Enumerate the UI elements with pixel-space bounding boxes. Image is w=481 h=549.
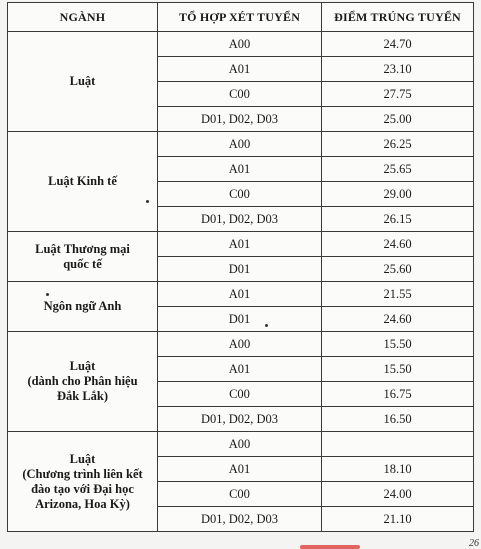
combination-cell: C00 (158, 382, 322, 407)
major-name-line: quốc tế (63, 256, 102, 271)
red-ink-mark (300, 545, 360, 549)
major-name-line: Luật Kinh tế (48, 174, 117, 188)
major-name-line: Ngôn ngữ Anh (43, 299, 122, 313)
pen-mark (265, 324, 268, 327)
score-cell: 24.00 (322, 482, 474, 507)
score-cell: 29.00 (322, 182, 474, 207)
table-row (8, 432, 474, 457)
major-name-line: Luật (69, 451, 96, 466)
combination-cell: D01, D02, D03 (158, 207, 322, 232)
table-row (8, 132, 474, 157)
combination-cell: D01, D02, D03 (158, 107, 322, 132)
header-score: ĐIỂM TRÚNG TUYỂN (322, 3, 474, 32)
major-name-cell (8, 432, 158, 532)
score-cell: 24.60 (322, 307, 474, 332)
combination-cell: A01 (158, 57, 322, 82)
table-row (8, 282, 474, 307)
score-cell: 25.00 (322, 107, 474, 132)
score-cell: 21.10 (322, 507, 474, 532)
header-combination: TỔ HỢP XÉT TUYỂN (158, 3, 322, 32)
score-cell: 16.75 (322, 382, 474, 407)
major-name-line: (Chương trình liên kết (22, 466, 143, 481)
major-name-cell (8, 232, 158, 282)
pen-mark (46, 293, 49, 296)
score-cell: 18.10 (322, 457, 474, 482)
combination-cell: C00 (158, 182, 322, 207)
major-name-line: (dành cho Phân hiệu (27, 374, 138, 388)
score-cell: 16.50 (322, 407, 474, 432)
major-name-line: Đắk Lắk) (56, 389, 109, 403)
combination-cell: A00 (158, 32, 322, 57)
combination-cell: A00 (158, 332, 322, 357)
combination-cell: A01 (158, 457, 322, 482)
admission-scores-table (7, 2, 474, 532)
header-major: NGÀNH (8, 3, 158, 32)
combination-cell: A01 (158, 357, 322, 382)
table-row (8, 232, 474, 257)
combination-cell: D01, D02, D03 (158, 507, 322, 532)
score-cell: 26.15 (322, 207, 474, 232)
combination-cell: A00 (158, 132, 322, 157)
score-cell: 25.65 (322, 157, 474, 182)
major-name-line: Luật Thương mại (35, 241, 130, 256)
table-header-row (8, 3, 474, 32)
combination-cell: D01, D02, D03 (158, 407, 322, 432)
score-cell: 23.10 (322, 57, 474, 82)
table-row (8, 332, 474, 357)
score-cell: 25.60 (322, 257, 474, 282)
combination-cell: D01 (158, 257, 322, 282)
major-name-line: Luật (69, 359, 96, 373)
major-name-cell (8, 132, 158, 232)
major-name-cell (8, 282, 158, 332)
pen-mark (146, 200, 149, 203)
major-name-line: đào tạo với Đại học (31, 481, 134, 496)
table-row (8, 32, 474, 57)
score-cell (322, 432, 474, 457)
combination-cell: A00 (158, 432, 322, 457)
combination-cell: D01 (158, 307, 322, 332)
major-name-line: Luật (69, 74, 96, 88)
score-cell: 21.55 (322, 282, 474, 307)
combination-cell: A01 (158, 157, 322, 182)
score-cell: 24.60 (322, 232, 474, 257)
score-cell: 15.50 (322, 357, 474, 382)
score-cell: 15.50 (322, 332, 474, 357)
page-corner-note: 26 (469, 538, 479, 549)
major-name-line: Arizona, Hoa Kỳ) (35, 496, 130, 511)
combination-cell: A01 (158, 232, 322, 257)
major-name-cell (8, 32, 158, 132)
combination-cell: C00 (158, 482, 322, 507)
score-cell: 27.75 (322, 82, 474, 107)
score-cell: 26.25 (322, 132, 474, 157)
combination-cell: C00 (158, 82, 322, 107)
combination-cell: A01 (158, 282, 322, 307)
score-cell: 24.70 (322, 32, 474, 57)
major-name-cell (8, 332, 158, 432)
